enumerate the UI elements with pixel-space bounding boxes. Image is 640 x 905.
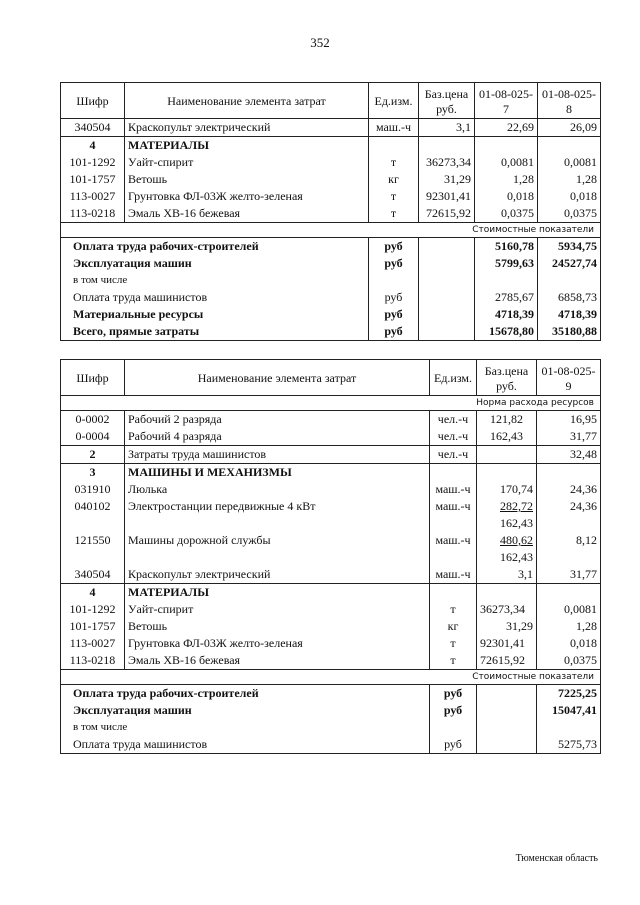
cell-value-9: 0,018 [537,635,601,652]
summary-unit: руб [369,306,419,323]
cell-name: Грунтовка ФЛ-03Ж желто-зеленая [125,635,430,652]
section-row-materials [61,584,601,602]
cell-unit: т [430,635,477,652]
header-code: Шифр [61,83,125,119]
cell-code: 040102 [61,498,125,532]
cell-unit: маш.-ч [430,498,477,532]
cell-unit: т [369,188,419,205]
summary-row [61,289,601,306]
cell-code: 340504 [61,119,125,137]
cell-value-8: 1,28 [538,171,601,188]
section-row-materials [61,137,601,155]
cell-code: 0-0004 [61,428,125,446]
summary-name: Оплата труда рабочих-строителей [61,238,369,256]
summary-row [61,719,601,736]
cell-unit: чел.-ч [430,411,477,429]
cell-unit: чел.-ч [430,446,477,464]
cell-value-7: 1,28 [475,171,538,188]
cell-name: МАТЕРИАЛЫ [125,584,430,602]
cell-code: 4 [61,137,125,155]
summary-row [61,702,601,719]
cell-value-7: 0,0375 [475,205,538,223]
cell-value-7: 22,69 [475,119,538,137]
cell-value-9: 32,48 [537,446,601,464]
table-header [61,83,601,119]
header-col-8: 01-08-025- 8 [538,83,601,119]
summary-row-total [61,323,601,341]
summary-value-9: 15047,41 [537,702,601,719]
table-row [61,652,601,670]
cell-price: 480,62 162,43 [477,532,537,566]
cost-indicators-label-row [61,223,601,238]
section-row-machinist-labor [61,446,601,464]
norm-label-row [61,396,601,411]
cell-name: Люлька [125,481,430,498]
cell-name: Краскопульт электрический [125,119,369,137]
cell-unit: т [369,154,419,171]
header-base-price: Баз.цена руб. [419,83,475,119]
cell-name: Машины дорожной службы [125,532,430,566]
cell-unit: т [430,652,477,670]
cell-unit: кг [430,618,477,635]
cell-unit: маш.-ч [369,119,419,137]
cell-price: 92301,41 [477,635,537,652]
cell-price: 31,29 [477,618,537,635]
cell-price: 3,1 [419,119,475,137]
summary-value-8: 24527,74 [538,255,601,272]
region-footer: Тюменская область [515,853,598,864]
table-row [61,119,601,137]
table-row [61,205,601,223]
cell-price: 72615,92 [477,652,537,670]
summary-name: Эксплуатация машин [61,255,369,272]
summary-row [61,238,601,256]
cell-code: 101-1757 [61,171,125,188]
summary-value-7: 4718,39 [475,306,538,323]
cell-price: 31,29 [419,171,475,188]
summary-unit: руб [369,255,419,272]
cell-value-9: 24,36 [537,481,601,498]
cell-name: Затраты труда машинистов [125,446,430,464]
cell-value-8: 0,0375 [538,205,601,223]
summary-unit: руб [369,289,419,306]
table-row [61,411,601,429]
header-code: Шифр [61,360,125,396]
cost-indicators-label-row [61,670,601,685]
header-col-7: 01-08-025- 7 [475,83,538,119]
cell-value-9: 31,77 [537,566,601,584]
cell-value-9: 0,0375 [537,652,601,670]
cell-price: 36273,34 [477,601,537,618]
cell-code: 113-0218 [61,205,125,223]
header-col-9: 01-08-025- 9 [537,360,601,396]
cell-price: 121,82 [477,411,537,429]
cell-value-8: 0,018 [538,188,601,205]
cell-code: 101-1292 [61,601,125,618]
summary-row [61,272,601,289]
estimate-table-2 [60,359,601,754]
cell-unit: кг [369,171,419,188]
header-base-price: Баз.цена руб. [477,360,537,396]
cell-code: 113-0027 [61,188,125,205]
cell-name: Уайт-спирит [125,601,430,618]
cell-code: 121550 [61,532,125,566]
cell-code: 2 [61,446,125,464]
summary-row [61,306,601,323]
cell-name: Рабочий 2 разряда [125,411,430,429]
summary-row [61,255,601,272]
summary-row [61,685,601,703]
cell-unit: маш.-ч [430,566,477,584]
table-row [61,498,601,532]
summary-name: Оплата труда машинистов [61,289,369,306]
cell-price: 162,43 [477,428,537,446]
cell-unit: маш.-ч [430,532,477,566]
cell-price: 36273,34 [419,154,475,171]
summary-name: Оплата труда машинистов [61,736,430,754]
cell-value-9: 0,0081 [537,601,601,618]
summary-unit: руб [430,685,477,703]
summary-value-7: 2785,67 [475,289,538,306]
table-row [61,618,601,635]
table-row [61,154,601,171]
summary-value-9: 5275,73 [537,736,601,754]
section-row-machines [61,464,601,482]
cell-price: 3,1 [477,566,537,584]
summary-unit: руб [369,323,419,341]
summary-value-8: 35180,88 [538,323,601,341]
table-row [61,428,601,446]
header-name: Наименование элемента затрат [125,360,430,396]
table-row [61,171,601,188]
cell-unit: т [430,601,477,618]
cell-code: 340504 [61,566,125,584]
summary-name: в том числе [61,272,369,289]
cost-indicators-label: Стоимостные показатели [61,223,601,238]
cell-name: Уайт-спирит [125,154,369,171]
cell-name: Эмаль ХВ-16 бежевая [125,205,369,223]
table-header [61,360,601,396]
summary-value-7: 15678,80 [475,323,538,341]
summary-name: Всего, прямые затраты [61,323,369,341]
cell-value-8: 26,09 [538,119,601,137]
table-row [61,601,601,618]
summary-unit: руб [430,736,477,754]
cell-value-9: 16,95 [537,411,601,429]
cell-name: Эмаль ХВ-16 бежевая [125,652,430,670]
cell-value-9: 8,12 [537,532,601,566]
table-row [61,188,601,205]
summary-value-8: 5934,75 [538,238,601,256]
cell-name: МАТЕРИАЛЫ [125,137,369,155]
norm-label: Норма расхода ресурсов [61,396,601,411]
summary-value-9: 7225,25 [537,685,601,703]
cell-unit: маш.-ч [430,481,477,498]
cell-value-9: 31,77 [537,428,601,446]
cell-price: 72615,92 [419,205,475,223]
summary-value-8: 6858,73 [538,289,601,306]
cell-code: 101-1757 [61,618,125,635]
cell-code: 031910 [61,481,125,498]
header-unit: Ед.изм. [369,83,419,119]
summary-name: Эксплуатация машин [61,702,430,719]
summary-value-8: 4718,39 [538,306,601,323]
cell-name: Грунтовка ФЛ-03Ж желто-зеленая [125,188,369,205]
cell-price: 92301,41 [419,188,475,205]
cell-name: МАШИНЫ И МЕХАНИЗМЫ [125,464,430,482]
cell-name: Краскопульт электрический [125,566,430,584]
summary-value-7: 5799,63 [475,255,538,272]
cell-value-7: 0,018 [475,188,538,205]
cell-name: Рабочий 4 разряда [125,428,430,446]
cell-code: 4 [61,584,125,602]
summary-name: Материальные ресурсы [61,306,369,323]
header-unit: Ед.изм. [430,360,477,396]
cell-unit: чел.-ч [430,428,477,446]
cell-name: Электростанции передвижные 4 кВт [125,498,430,532]
cell-unit: т [369,205,419,223]
cell-code: 0-0002 [61,411,125,429]
page-number: 352 [310,35,330,50]
header-name: Наименование элемента затрат [125,83,369,119]
table-row [61,635,601,652]
table-row [61,532,601,566]
cell-value-9: 24,36 [537,498,601,532]
cell-price: 170,74 [477,481,537,498]
cell-value-7: 0,0081 [475,154,538,171]
cost-indicators-label: Стоимостные показатели [61,670,601,685]
cell-value-8: 0,0081 [538,154,601,171]
summary-unit: руб [430,702,477,719]
cell-code: 101-1292 [61,154,125,171]
cell-name: Ветошь [125,618,430,635]
cell-name: Ветошь [125,171,369,188]
summary-name: в том числе [61,719,430,736]
table-row [61,566,601,584]
cell-code: 3 [61,464,125,482]
summary-unit: руб [369,238,419,256]
summary-row [61,736,601,754]
cell-code: 113-0027 [61,635,125,652]
cell-code: 113-0218 [61,652,125,670]
estimate-table-1 [60,82,601,341]
cell-value-9: 1,28 [537,618,601,635]
cell-price: 282,72 162,43 [477,498,537,532]
table-row [61,481,601,498]
summary-name: Оплата труда рабочих-строителей [61,685,430,703]
summary-value-7: 5160,78 [475,238,538,256]
